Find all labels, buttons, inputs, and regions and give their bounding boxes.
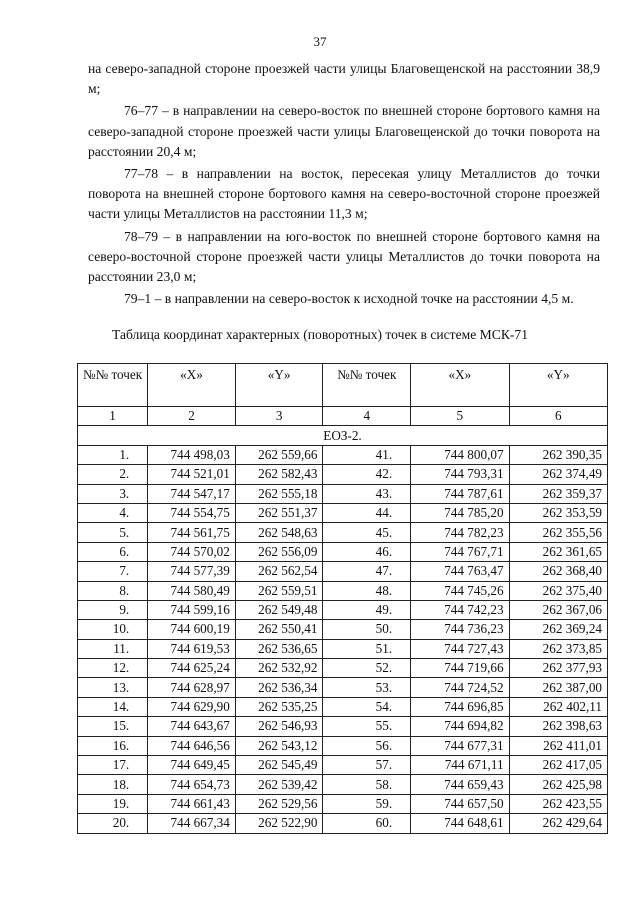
coord-y-cell: 262 353,59 (509, 503, 607, 522)
column-number: 6 (509, 407, 607, 426)
coord-x-cell: 744 498,03 (148, 445, 236, 464)
coord-x-cell: 744 580,49 (148, 581, 236, 600)
coord-y-cell: 262 522,90 (235, 814, 323, 833)
table-row (78, 736, 608, 755)
point-number-cell: 51. (323, 639, 411, 658)
column-number: 5 (411, 407, 509, 426)
coord-x-cell: 744 547,17 (148, 484, 236, 503)
coord-y-cell: 262 536,34 (235, 678, 323, 697)
coord-x-cell: 744 657,50 (411, 794, 509, 813)
coord-x-cell: 744 561,75 (148, 523, 236, 542)
coord-y-cell: 262 375,40 (509, 581, 607, 600)
coord-x-cell: 744 694,82 (411, 717, 509, 736)
point-number-cell: 18. (78, 775, 148, 794)
coord-y-cell: 262 555,18 (235, 484, 323, 503)
point-number-cell: 43. (323, 484, 411, 503)
point-number-cell: 45. (323, 523, 411, 542)
coord-x-cell: 744 724,52 (411, 678, 509, 697)
coord-y-cell: 262 545,49 (235, 756, 323, 775)
coord-y-cell: 262 532,92 (235, 659, 323, 678)
coord-y-cell: 262 535,25 (235, 697, 323, 716)
coord-y-cell: 262 411,01 (509, 736, 607, 755)
coord-y-cell: 262 546,93 (235, 717, 323, 736)
table-row (78, 581, 608, 600)
point-number-cell: 50. (323, 620, 411, 639)
coord-y-cell: 262 539,42 (235, 775, 323, 794)
coord-y-cell: 262 562,54 (235, 562, 323, 581)
header-y-right: «Y» (509, 364, 607, 407)
coord-x-cell: 744 643,67 (148, 717, 236, 736)
coord-x-cell: 744 727,43 (411, 639, 509, 658)
table-row (78, 620, 608, 639)
coord-x-cell: 744 763,47 (411, 562, 509, 581)
column-number: 3 (235, 407, 323, 426)
point-number-cell: 16. (78, 736, 148, 755)
column-number: 2 (148, 407, 236, 426)
table-row (78, 794, 608, 813)
coord-x-cell: 744 719,66 (411, 659, 509, 678)
coord-y-cell: 262 374,49 (509, 465, 607, 484)
point-number-cell: 1. (78, 445, 148, 464)
column-number: 1 (78, 407, 148, 426)
coord-y-cell: 262 429,64 (509, 814, 607, 833)
table-caption: Таблица координат характерных (поворотных) точек в системе МСК-71 (111, 327, 529, 342)
coord-y-cell: 262 536,65 (235, 639, 323, 658)
point-number-cell: 46. (323, 542, 411, 561)
coord-y-cell: 262 387,00 (509, 678, 607, 697)
coord-x-cell: 744 659,43 (411, 775, 509, 794)
table-row (78, 717, 608, 736)
point-number-cell: 7. (78, 562, 148, 581)
coord-x-cell: 744 787,61 (411, 484, 509, 503)
coord-y-cell: 262 425,98 (509, 775, 607, 794)
point-number-cell: 20. (78, 814, 148, 833)
point-number-cell: 49. (323, 600, 411, 619)
coord-x-cell: 744 736,23 (411, 620, 509, 639)
coord-x-cell: 744 577,39 (148, 562, 236, 581)
coord-y-cell: 262 367,06 (509, 600, 607, 619)
table-row (78, 697, 608, 716)
table-row (78, 484, 608, 503)
coord-y-cell: 262 377,93 (509, 659, 607, 678)
table-row (78, 775, 608, 794)
point-number-cell: 52. (323, 659, 411, 678)
coord-x-cell: 744 646,56 (148, 736, 236, 755)
point-number-cell: 42. (323, 465, 411, 484)
coord-x-cell: 744 599,16 (148, 600, 236, 619)
coord-y-cell: 262 355,56 (509, 523, 607, 542)
coord-x-cell: 744 661,43 (148, 794, 236, 813)
coord-y-cell: 262 373,85 (509, 639, 607, 658)
point-number-cell: 5. (78, 523, 148, 542)
point-number-cell: 58. (323, 775, 411, 794)
paragraph: 76–77 – в направлении на северо-восток по внешней стороне бортового камня на северо-западной стороне проезжей части улицы Благовещенской до точки поворота на расстоянии 20,4 м; (88, 103, 600, 159)
column-number-row (78, 407, 608, 426)
table-row (78, 678, 608, 697)
group-label: ЕОЗ-2. (78, 426, 608, 445)
coord-x-cell: 744 570,02 (148, 542, 236, 561)
point-number-cell: 55. (323, 717, 411, 736)
body-text (88, 59, 600, 311)
point-number-cell: 47. (323, 562, 411, 581)
coord-x-cell: 744 667,34 (148, 814, 236, 833)
table-row (78, 659, 608, 678)
coord-x-cell: 744 793,31 (411, 465, 509, 484)
point-number-cell: 15. (78, 717, 148, 736)
coord-y-cell: 262 359,37 (509, 484, 607, 503)
coord-x-cell: 744 671,11 (411, 756, 509, 775)
paragraph: 79–1 – в направлении на северо-восток к исходной точке на расстоянии 4,5 м. (124, 291, 574, 307)
coord-x-cell: 744 600,19 (148, 620, 236, 639)
coord-y-cell: 262 549,48 (235, 600, 323, 619)
paragraph: 77–78 – в направлении на восток, пересекая улицу Металлистов до точки поворота на внешней стороне бортового камня на северо-восточной стороне проезжей части улицы Металлистов на расстоянии 11,3 м; (88, 166, 600, 222)
point-number-cell: 13. (78, 678, 148, 697)
paragraph: на северо-западной стороне проезжей части улицы Благовещенской на расстоянии 38,9 м; (88, 61, 600, 97)
table-row (78, 562, 608, 581)
coord-x-cell: 744 619,53 (148, 639, 236, 658)
table-row (78, 523, 608, 542)
header-point-number-left: №№ точек (78, 364, 148, 407)
coord-x-cell: 744 654,73 (148, 775, 236, 794)
point-number-cell: 11. (78, 639, 148, 658)
header-x-left: «X» (148, 364, 236, 407)
table-row (78, 542, 608, 561)
header-x-right: «X» (411, 364, 509, 407)
coord-y-cell: 262 529,56 (235, 794, 323, 813)
point-number-cell: 41. (323, 445, 411, 464)
coord-y-cell: 262 559,66 (235, 445, 323, 464)
point-number-cell: 44. (323, 503, 411, 522)
coord-y-cell: 262 548,63 (235, 523, 323, 542)
coord-y-cell: 262 551,37 (235, 503, 323, 522)
point-number-cell: 2. (78, 465, 148, 484)
header-point-number-right: №№ точек (323, 364, 411, 407)
point-number-cell: 10. (78, 620, 148, 639)
point-number-cell: 6. (78, 542, 148, 561)
header-y-left: «Y» (235, 364, 323, 407)
coord-y-cell: 262 369,24 (509, 620, 607, 639)
table-row (78, 814, 608, 833)
coord-y-cell: 262 559,51 (235, 581, 323, 600)
table-row (78, 465, 608, 484)
column-number: 4 (323, 407, 411, 426)
paragraph: 78–79 – в направлении на юго-восток по внешней стороне бортового камня на северо-восточной стороне проезжей части улицы Металлистов до точки поворота на расстоянии 23,0 м; (88, 228, 600, 285)
coord-x-cell: 744 554,75 (148, 503, 236, 522)
table-row (78, 639, 608, 658)
coord-y-cell: 262 398,63 (509, 717, 607, 736)
coord-x-cell: 744 785,20 (411, 503, 509, 522)
coord-x-cell: 744 696,85 (411, 697, 509, 716)
point-number-cell: 53. (323, 678, 411, 697)
coord-x-cell: 744 782,23 (411, 523, 509, 542)
point-number-cell: 14. (78, 697, 148, 716)
point-number-cell: 54. (323, 697, 411, 716)
coord-x-cell: 744 800,07 (411, 445, 509, 464)
coord-x-cell: 744 625,24 (148, 659, 236, 678)
coord-y-cell: 262 550,41 (235, 620, 323, 639)
coord-y-cell: 262 402,11 (509, 697, 607, 716)
coord-x-cell: 744 629,90 (148, 697, 236, 716)
coord-x-cell: 744 742,23 (411, 600, 509, 619)
coord-y-cell: 262 423,55 (509, 794, 607, 813)
table-row (78, 756, 608, 775)
table-header-row (78, 364, 608, 407)
coordinates-table (77, 363, 608, 834)
point-number-cell: 12. (78, 659, 148, 678)
table-row (78, 445, 608, 464)
coord-y-cell: 262 543,12 (235, 736, 323, 755)
point-number-cell: 4. (78, 503, 148, 522)
table-row (78, 503, 608, 522)
point-number-cell: 48. (323, 581, 411, 600)
page-number: 37 (313, 34, 327, 49)
coord-x-cell: 744 649,45 (148, 756, 236, 775)
point-number-cell: 19. (78, 794, 148, 813)
coord-y-cell: 262 417,05 (509, 756, 607, 775)
point-number-cell: 59. (323, 794, 411, 813)
point-number-cell: 9. (78, 600, 148, 619)
coord-x-cell: 744 677,31 (411, 736, 509, 755)
coord-x-cell: 744 767,71 (411, 542, 509, 561)
point-number-cell: 3. (78, 484, 148, 503)
coord-y-cell: 262 368,40 (509, 562, 607, 581)
point-number-cell: 56. (323, 736, 411, 755)
coord-x-cell: 744 745,26 (411, 581, 509, 600)
coord-y-cell: 262 556,09 (235, 542, 323, 561)
coord-x-cell: 744 628,97 (148, 678, 236, 697)
coord-x-cell: 744 648,61 (411, 814, 509, 833)
coord-x-cell: 744 521,01 (148, 465, 236, 484)
coord-y-cell: 262 390,35 (509, 445, 607, 464)
point-number-cell: 57. (323, 756, 411, 775)
table-row (78, 600, 608, 619)
point-number-cell: 8. (78, 581, 148, 600)
coord-y-cell: 262 582,43 (235, 465, 323, 484)
point-number-cell: 60. (323, 814, 411, 833)
point-number-cell: 17. (78, 756, 148, 775)
coord-y-cell: 262 361,65 (509, 542, 607, 561)
group-row (78, 426, 608, 445)
